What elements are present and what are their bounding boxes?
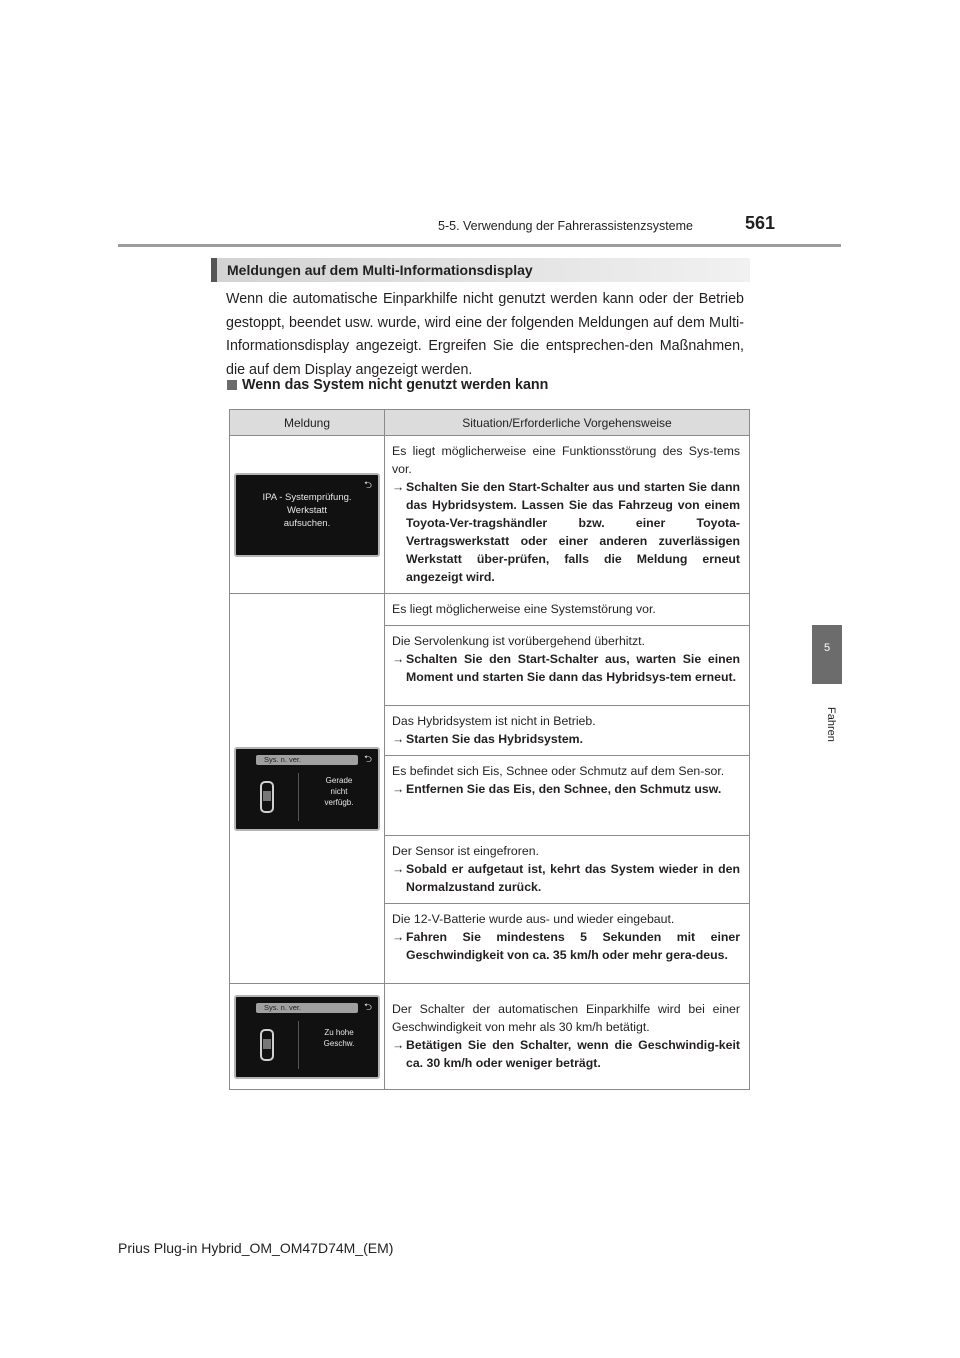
footer-document-id: Prius Plug-in Hybrid_OM_OM47D74M_(EM) xyxy=(118,1240,394,1256)
screen-divider xyxy=(298,1021,299,1069)
table-header-row xyxy=(230,410,750,436)
arrow-right-icon: → xyxy=(392,1038,405,1052)
subheading-text: Wenn das System nicht genutzt werden kann xyxy=(242,377,549,393)
arrow-right-icon: → xyxy=(392,930,405,944)
section-title-text: Meldungen auf dem Multi-Informationsdisplay xyxy=(227,262,533,278)
action-text: → Starten Sie das Hybridsystem. xyxy=(392,732,584,746)
column-header-message: Meldung xyxy=(230,410,385,436)
car-icon xyxy=(260,781,274,813)
page-number: 561 xyxy=(745,213,776,233)
situation-text: Das Hybridsystem ist nicht in Betrieb. xyxy=(392,714,596,728)
display-screen-speed-too-high xyxy=(234,995,380,1079)
car-icon xyxy=(260,1029,274,1061)
message-image-cell xyxy=(230,594,385,984)
square-bullet-icon xyxy=(227,380,237,390)
display-screen-not-available xyxy=(234,747,380,831)
action-text: → Entfernen Sie das Eis, den Schnee, den Schmutz usw. xyxy=(392,782,722,796)
subheading xyxy=(227,377,548,393)
section-title xyxy=(211,258,750,282)
back-arrow-icon: ⮌ xyxy=(363,1001,372,1013)
situation-text: Der Schalter der automatischen Einparkhilfe wird bei einer Geschwindigkeit von mehr als 30 km/h betätigt. xyxy=(392,1002,740,1034)
intro-paragraph: Wenn die automatische Einparkhilfe nicht genutzt werden kann oder der Betrieb gestoppt, beendet usw. wurde, wird eine der folgenden Meldungen auf dem Multi-Informationsdisplay angezeigt. Ergreifen Sie die entsprechen-den Maßnahmen, die auf dem Display angezeigt werden. xyxy=(226,291,744,378)
message-image-cell xyxy=(230,436,385,594)
header-divider xyxy=(118,244,841,247)
situation-text: Die 12-V-Batterie wurde aus- und wieder eingebaut. xyxy=(392,912,675,926)
display-screen-ipa-check xyxy=(234,473,380,557)
chapter-label: Fahren xyxy=(825,707,837,742)
action-cell xyxy=(385,756,750,836)
status-pill: Sys. n. ver. xyxy=(256,1003,358,1013)
screen-message: Zu hohe Geschw. xyxy=(323,1027,355,1048)
arrow-right-icon: → xyxy=(392,480,405,494)
running-header: 5-5. Verwendung der Fahrerassistenzsysteme xyxy=(438,219,693,233)
screen-message: Gerade nicht verfügb. xyxy=(324,775,354,807)
situation-text: Die Servolenkung ist vorübergehend überhitzt. xyxy=(392,634,645,648)
table-row xyxy=(230,984,750,1090)
screen-message: IPA - Systemprüfung. Werkstatt aufsuchen. xyxy=(262,491,352,529)
action-text: → Schalten Sie den Start-Schalter aus, warten Sie einen Moment und starten Sie dann das Hybridsys-tem erneut. xyxy=(392,652,740,684)
arrow-right-icon: → xyxy=(392,732,405,746)
arrow-right-icon: → xyxy=(392,782,405,796)
arrow-right-icon: → xyxy=(392,652,405,666)
action-text: → Fahren Sie mindestens 5 Sekunden mit einer Geschwindigkeit von ca. 35 km/h oder mehr gera-deus. xyxy=(392,930,740,962)
status-pill: Sys. n. ver. xyxy=(256,755,358,765)
action-cell xyxy=(385,984,750,1090)
arrow-right-icon: → xyxy=(392,862,405,876)
chapter-tab: 5 xyxy=(812,625,842,684)
action-cell xyxy=(385,436,750,594)
message-image-cell xyxy=(230,984,385,1090)
action-text: → Schalten Sie den Start-Schalter aus und starten Sie dann das Hybridsystem. Lassen Sie das Fahrzeug von einem Toyota-Ver-tragshändler bzw. einer Toyota-Vertragswerkstatt oder einer anderen zuverlässigen Werkstatt über-prüfen, falls die Meldung erneut angezeigt wird. xyxy=(392,480,740,584)
action-text: → Betätigen Sie den Schalter, wenn die Geschwindig-keit ca. 30 km/h oder weniger beträgt. xyxy=(392,1038,740,1070)
action-cell xyxy=(385,904,750,984)
column-header-action: Situation/Erforderliche Vorgehensweise xyxy=(385,410,750,436)
action-cell xyxy=(385,594,750,626)
screen-divider xyxy=(298,773,299,821)
messages-table xyxy=(229,409,750,1090)
table-row xyxy=(230,594,750,626)
action-cell xyxy=(385,836,750,904)
action-text: → Sobald er aufgetaut ist, kehrt das System wieder in den Normalzustand zurück. xyxy=(392,862,740,894)
situation-text: Es liegt möglicherweise eine Funktionsstörung des Sys-tems vor. xyxy=(392,444,740,476)
action-cell xyxy=(385,626,750,706)
back-arrow-icon: ⮌ xyxy=(363,479,372,491)
situation-text: Es liegt möglicherweise eine Systemstörung vor. xyxy=(392,602,656,616)
action-cell xyxy=(385,706,750,756)
back-arrow-icon: ⮌ xyxy=(363,753,372,765)
situation-text: Es befindet sich Eis, Schnee oder Schmutz auf dem Sen-sor. xyxy=(392,764,725,778)
table-row xyxy=(230,436,750,594)
situation-text: Der Sensor ist eingefroren. xyxy=(392,844,539,858)
